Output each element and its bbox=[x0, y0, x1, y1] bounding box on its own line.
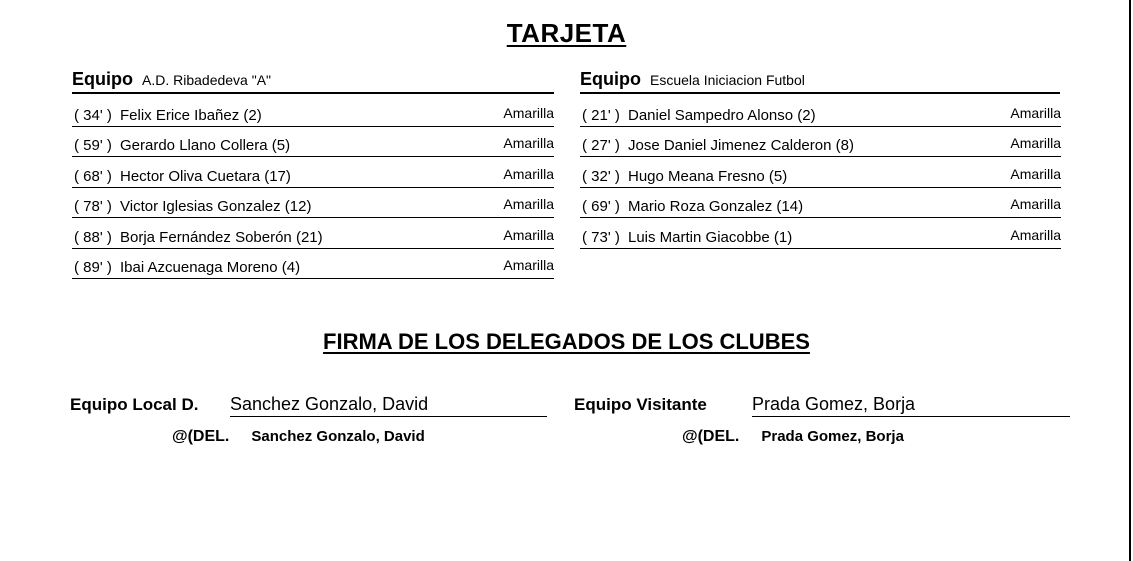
card-row bbox=[580, 96, 1061, 127]
card-type: Amarilla bbox=[503, 165, 554, 182]
card-type: Amarilla bbox=[1010, 196, 1061, 212]
card-row bbox=[72, 96, 554, 127]
card-list bbox=[72, 96, 554, 279]
card-row bbox=[72, 188, 554, 219]
card-player: Borja Fernández Soberón (21) bbox=[120, 228, 323, 246]
card-type: Amarilla bbox=[1010, 226, 1061, 243]
card-player: Ibai Azcuenaga Moreno (4) bbox=[120, 259, 301, 276]
team-column-local bbox=[72, 66, 554, 279]
card-player: Jose Daniel Jimenez Calderon (8) bbox=[628, 137, 854, 154]
card-type: Amarilla bbox=[1010, 104, 1061, 121]
page-right-border bbox=[1129, 0, 1131, 561]
team-header bbox=[580, 66, 1060, 94]
team-column-visitor bbox=[580, 66, 1061, 249]
card-type: Amarilla bbox=[503, 135, 554, 151]
visitor-delegate-line bbox=[574, 394, 1070, 416]
team-name: Escuela Iniciacion Futbol bbox=[650, 71, 805, 88]
local-signature-prefix: @(DEL. bbox=[172, 428, 230, 445]
card-type: Amarilla bbox=[1010, 135, 1061, 151]
card-type: Amarilla bbox=[503, 257, 554, 273]
card-row bbox=[72, 218, 554, 249]
card-minute: ( 59' ) bbox=[74, 137, 112, 154]
visitor-delegate-name: Prada Gomez, Borja bbox=[752, 394, 1070, 417]
card-minute: ( 78' ) bbox=[74, 198, 112, 215]
card-minute: ( 69' ) bbox=[582, 198, 620, 215]
card-minute: ( 32' ) bbox=[582, 167, 620, 185]
card-type: Amarilla bbox=[503, 104, 554, 121]
card-player: Gerardo Llano Collera (5) bbox=[120, 137, 291, 154]
card-minute: ( 89' ) bbox=[74, 259, 112, 276]
card-minute: ( 68' ) bbox=[74, 167, 112, 185]
card-minute: ( 88' ) bbox=[74, 228, 112, 246]
card-minute: ( 27' ) bbox=[582, 137, 620, 154]
card-player: Daniel Sampedro Alonso (2) bbox=[628, 106, 816, 124]
local-delegate-line bbox=[70, 394, 547, 416]
card-player: Hugo Meana Fresno (5) bbox=[628, 167, 788, 185]
local-signature-name: Sanchez Gonzalo, David bbox=[251, 428, 425, 445]
page-title: TARJETA bbox=[506, 18, 627, 48]
card-player: Mario Roza Gonzalez (14) bbox=[628, 198, 804, 215]
card-type: Amarilla bbox=[503, 226, 554, 243]
card-row bbox=[580, 127, 1061, 158]
card-player: Victor Iglesias Gonzalez (12) bbox=[120, 198, 312, 215]
visitor-signature-prefix: @(DEL. bbox=[682, 428, 740, 445]
team-header bbox=[72, 66, 554, 94]
card-row bbox=[72, 249, 554, 280]
card-row bbox=[580, 157, 1061, 188]
card-minute: ( 21' ) bbox=[582, 106, 620, 124]
local-delegate-name: Sanchez Gonzalo, David bbox=[230, 394, 547, 417]
local-delegate-label: Equipo Local D. bbox=[70, 395, 199, 414]
card-row bbox=[72, 127, 554, 158]
visitor-signature-name: Prada Gomez, Borja bbox=[761, 428, 904, 445]
team-label: Equipo bbox=[72, 69, 133, 89]
local-signature bbox=[172, 428, 425, 446]
card-type: Amarilla bbox=[503, 196, 554, 212]
visitor-delegate-label: Equipo Visitante bbox=[574, 395, 707, 414]
card-row bbox=[580, 188, 1061, 219]
card-row bbox=[580, 218, 1061, 249]
card-player: Luis Martin Giacobbe (1) bbox=[628, 228, 793, 246]
visitor-signature bbox=[682, 428, 904, 446]
team-name: A.D. Ribadedeva "A" bbox=[142, 71, 272, 88]
card-player: Felix Erice Ibañez (2) bbox=[120, 106, 262, 124]
card-player: Hector Oliva Cuetara (17) bbox=[120, 167, 291, 185]
card-minute: ( 34' ) bbox=[74, 106, 112, 124]
card-type: Amarilla bbox=[1010, 165, 1061, 182]
card-row bbox=[72, 157, 554, 188]
card-list bbox=[580, 96, 1061, 249]
card-minute: ( 73' ) bbox=[582, 228, 620, 246]
team-label: Equipo bbox=[580, 69, 641, 89]
signatures-title: FIRMA DE LOS DELEGADOS DE LOS CLUBES bbox=[323, 329, 810, 354]
